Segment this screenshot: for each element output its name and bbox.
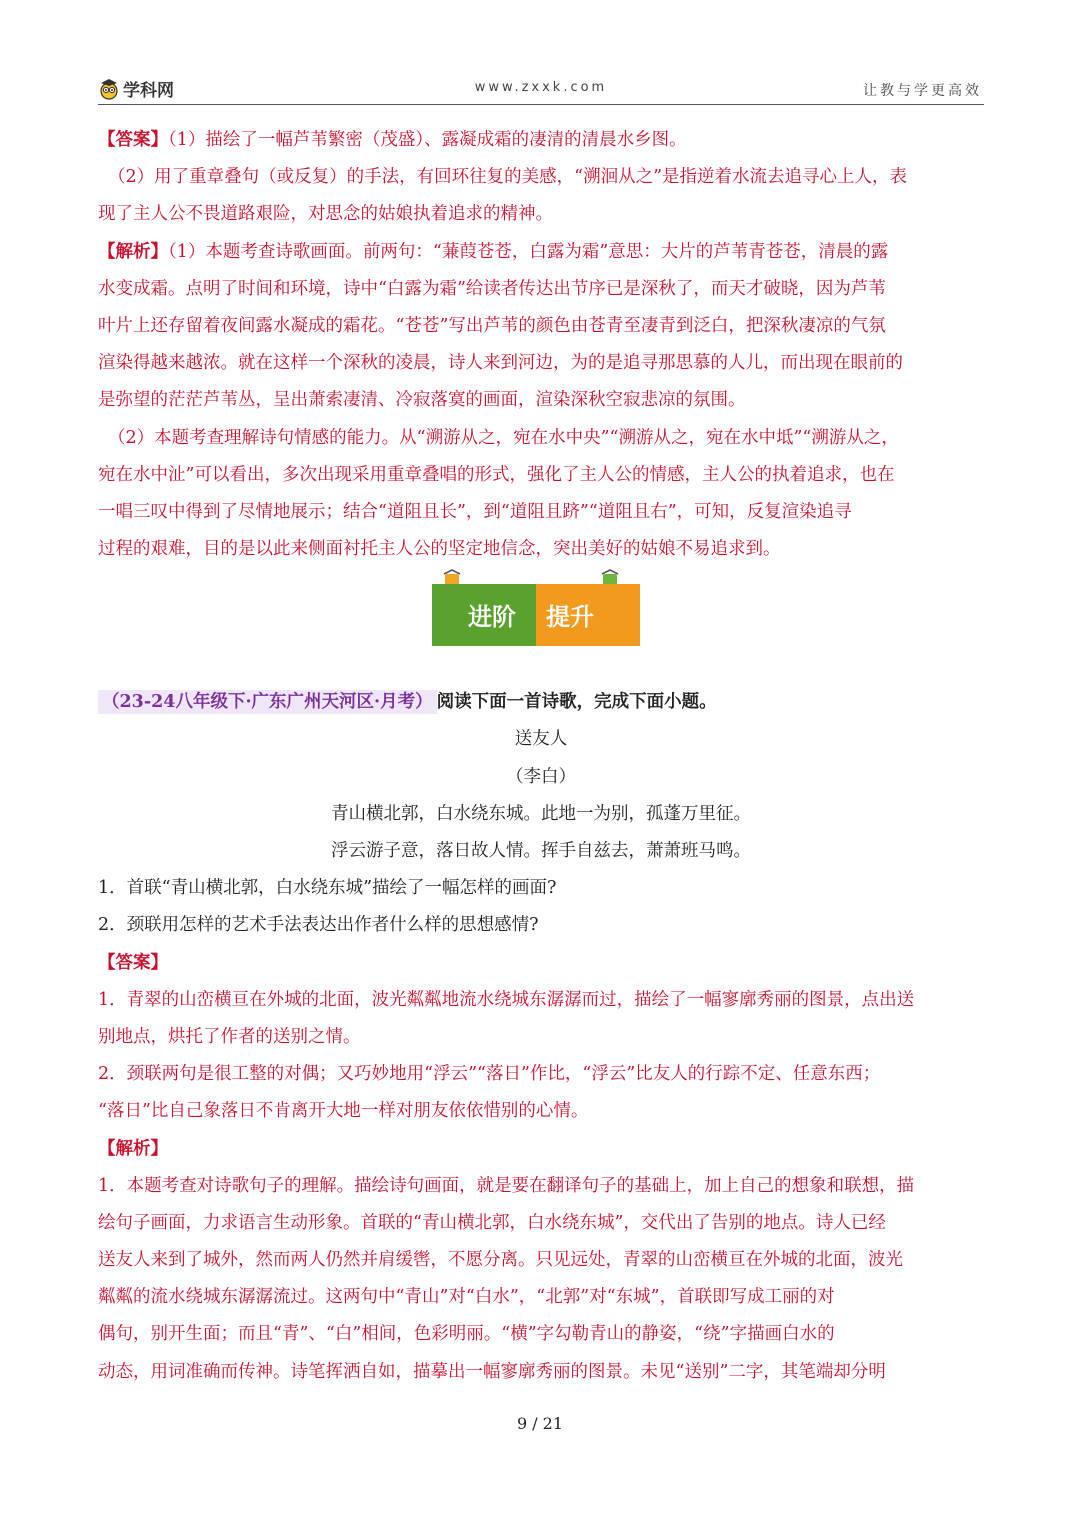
site-url[interactable]: www.zxxk.com [474, 80, 608, 95]
question-stem-line [98, 684, 984, 721]
question-item: 2．颈联用怎样的艺术手法表达出作者什么样的思想感情? [98, 915, 539, 936]
analysis-line: 绘句子画面，力求语言生动形象。首联的“青山横北郭，白水绕东城”，交代出了告别的地点。诗人已经 [98, 1212, 886, 1233]
banner-left-text: 进阶 [468, 603, 516, 632]
analysis-line: 水变成霜。点明了时间和环境，诗中“白露为霜”给读者传达出节序已是深秋了，而天才破晓，因为芦苇 [98, 278, 886, 299]
analysis-line: 过程的艰难，目的是以此来侧面衬托主人公的坚定地信念，突出美好的姑娘不易追求到。 [98, 539, 781, 560]
analysis-line: 是弥望的茫茫芦苇丛，呈出萧索凄清、冷寂落寞的画面，渲染深秋空寂悲凉的氛围。 [98, 390, 746, 411]
analysis-line [98, 234, 984, 271]
logo-text: 学科网 [123, 81, 174, 101]
banner-right-text: 提升 [546, 603, 594, 632]
page-header [98, 74, 984, 105]
analysis-line: 1．本题考查对诗歌句子的理解。描绘诗句画面，就是要在翻译句子的基础上，加上自己的想象和联想，描 [98, 1175, 915, 1196]
answer-label: 【答案】 [98, 130, 168, 150]
analysis-line: 粼粼的流水绕城东潺潺流过。这两句中“青山”对“白水”，“北郭”对“东城”，首联即写成工丽的对 [98, 1287, 835, 1308]
poem-title: 送友人 [514, 729, 568, 750]
analysis-line: 叶片上还存留着夜间露水凝成的霜花。“苍苍”写出芦苇的颜色由苍青至凄青到泛白，把深秋凄凉的气氛 [98, 315, 886, 336]
analysis-line: 偶句，别开生面；而且“青”、“白”相间，色彩明丽。“横”字勾勒青山的静姿，“绕”字描画白水的 [98, 1324, 835, 1345]
poem-author: （李白） [506, 766, 576, 787]
advance-banner [432, 568, 640, 646]
answer-line: 2．颈联两句是很工整的对偶；又巧妙地用“浮云”“落日”作比，“浮云”比友人的行踪不定、任意东西； [98, 1064, 881, 1085]
header-slogan: 让教与学更高效 [863, 83, 982, 99]
analysis-line: （2）本题考查理解诗句情感的能力。从“溯游从之，宛在水中央”“溯游从之，宛在水中坻”“溯游从之， [108, 427, 899, 448]
question-source-tag: （23-24八年级下·广东广州天河区·月考） [98, 690, 437, 714]
answer-label: 【答案】 [98, 952, 168, 973]
question-item: 1．首联“青山横北郭，白水绕东城”描绘了一幅怎样的画面? [98, 878, 557, 899]
answer-line: “落日”比自己象落日不肯离开大地一样对朋友依依惜别的心情。 [98, 1101, 589, 1122]
answer-line [98, 122, 984, 159]
answer-line: （2）用了重章叠句（或反复）的手法，有回环往复的美感，“溯洄从之”是指逆着水流去追寻心上人，表 [108, 167, 908, 188]
analysis-label: 【解析】 [98, 1138, 168, 1159]
analysis-line: 动态，用词准确而传神。诗笔挥洒自如，描摹出一幅寥廓秀丽的图景。未见“送别”二字，其笔端却分明 [98, 1361, 886, 1382]
analysis-line: 一唱三叹中得到了尽情地展示；结合“道阻且长”，到“道阻且跻”“道阻且右”，可知，反复渲染追寻 [98, 501, 852, 522]
answer-text: （1）描绘了一幅芦苇繁密（茂盛）、露凝成霜的凄清的清晨水乡图。 [168, 130, 687, 150]
answer-line: 1．青翠的山峦横亘在外城的北面，波光粼粼地流水绕城东潺潺而过，描绘了一幅寥廓秀丽的图景，点出送 [98, 989, 915, 1010]
answer-line: 别地点，烘托了作者的送别之情。 [98, 1026, 361, 1047]
analysis-label: 【解析】 [98, 241, 168, 262]
poem-line: 青山横北郭，白水绕东城。此地一为别，孤蓬万里征。 [331, 803, 751, 824]
page-content [98, 122, 984, 1391]
answer-line: 现了主人公不畏道路艰险，对思念的姑娘执着追求的精神。 [98, 204, 553, 225]
analysis-text: （1）本题考查诗歌画面。前两句：“蒹葭苍苍，白露为霜”意思：大片的芦苇青苍苍，清晨的露 [168, 241, 889, 262]
analysis-line: 送友人来到了城外，然而两人仍然并肩缓辔，不愿分离。只见远处，青翠的山峦横亘在外城的北面，波光 [98, 1250, 903, 1271]
analysis-line: 宛在水中沚”可以看出，多次出现采用重章叠唱的形式，强化了主人公的情感，主人公的执着追求，也在 [98, 464, 895, 485]
question-stem: 阅读下面一首诗歌，完成下面小题。 [436, 692, 717, 713]
poem-line: 浮云游子意，落日故人情。挥手自兹去，萧萧班马鸣。 [331, 841, 751, 861]
analysis-line: 渲染得越来越浓。就在这样一个深秋的凌晨，诗人来到河边，为的是追寻那思慕的人儿，而出现在眼前的 [98, 353, 903, 374]
section-banner-wrap [98, 568, 984, 684]
page-number: 9 / 21 [516, 1414, 564, 1433]
